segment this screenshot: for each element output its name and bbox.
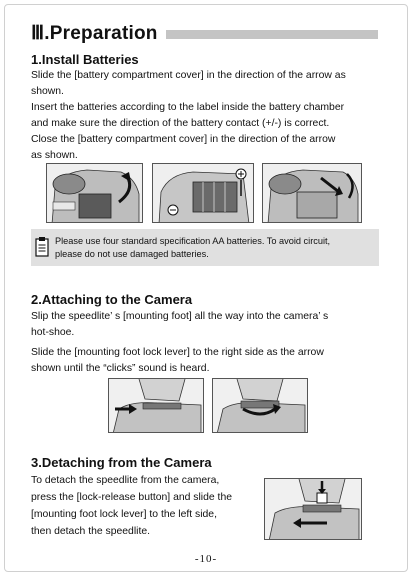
page-number: -10- — [194, 553, 218, 565]
note-icon — [35, 236, 51, 258]
battery-insert-illustration — [152, 163, 254, 223]
chapter-title: Ⅲ.Preparation — [31, 23, 158, 44]
body-line: shown until the “clicks” sound is heard. — [31, 363, 210, 374]
note-line: Please use four standard specification AA batteries. To avoid circuit, — [55, 236, 331, 246]
section-heading-attaching: 2.Attaching to the Camera — [31, 292, 193, 307]
mount-foot-insert-illustration — [108, 378, 204, 433]
section-body-attaching — [31, 309, 381, 377]
body-line: [mounting foot lock lever] to the left side, — [31, 509, 217, 520]
battery-warning-note — [31, 229, 379, 266]
section-body-detaching — [31, 472, 271, 540]
body-line: shown. — [31, 86, 64, 97]
section-body-install-batteries — [31, 68, 381, 164]
note-line: please do not use damaged batteries. — [55, 249, 209, 259]
body-line: Insert the batteries according to the label inside the battery chamber — [31, 102, 345, 113]
section-heading-install-batteries: 1.Install Batteries — [31, 52, 139, 67]
body-line: and make sure the direction of the battery contact (+/-) is correct. — [31, 118, 330, 129]
note-text — [55, 235, 375, 261]
body-line: Slip the speedlite’ s [mounting foot] all the way into the camera’ s — [31, 311, 329, 322]
battery-cover-open-illustration — [46, 163, 143, 223]
body-line: To detach the speedlite from the camera, — [31, 475, 220, 486]
chapter-title-bar — [166, 30, 378, 39]
battery-cover-close-illustration — [262, 163, 362, 223]
body-line: hot-shoe. — [31, 327, 75, 338]
body-line: Slide the [mounting foot lock lever] to the right side as the arrow — [31, 347, 324, 358]
body-line: press the [lock-release button] and slide the — [31, 492, 233, 503]
body-line: Slide the [battery compartment cover] in the direction of the arrow as — [31, 70, 346, 81]
section-heading-detaching: 3.Detaching from the Camera — [31, 455, 212, 470]
body-line: then detach the speedlite. — [31, 526, 151, 537]
body-line: as shown. — [31, 150, 78, 161]
body-line: Close the [battery compartment cover] in the direction of the arrow — [31, 134, 336, 145]
mount-foot-lock-illustration — [212, 378, 308, 433]
detach-speedlite-illustration — [264, 478, 362, 540]
